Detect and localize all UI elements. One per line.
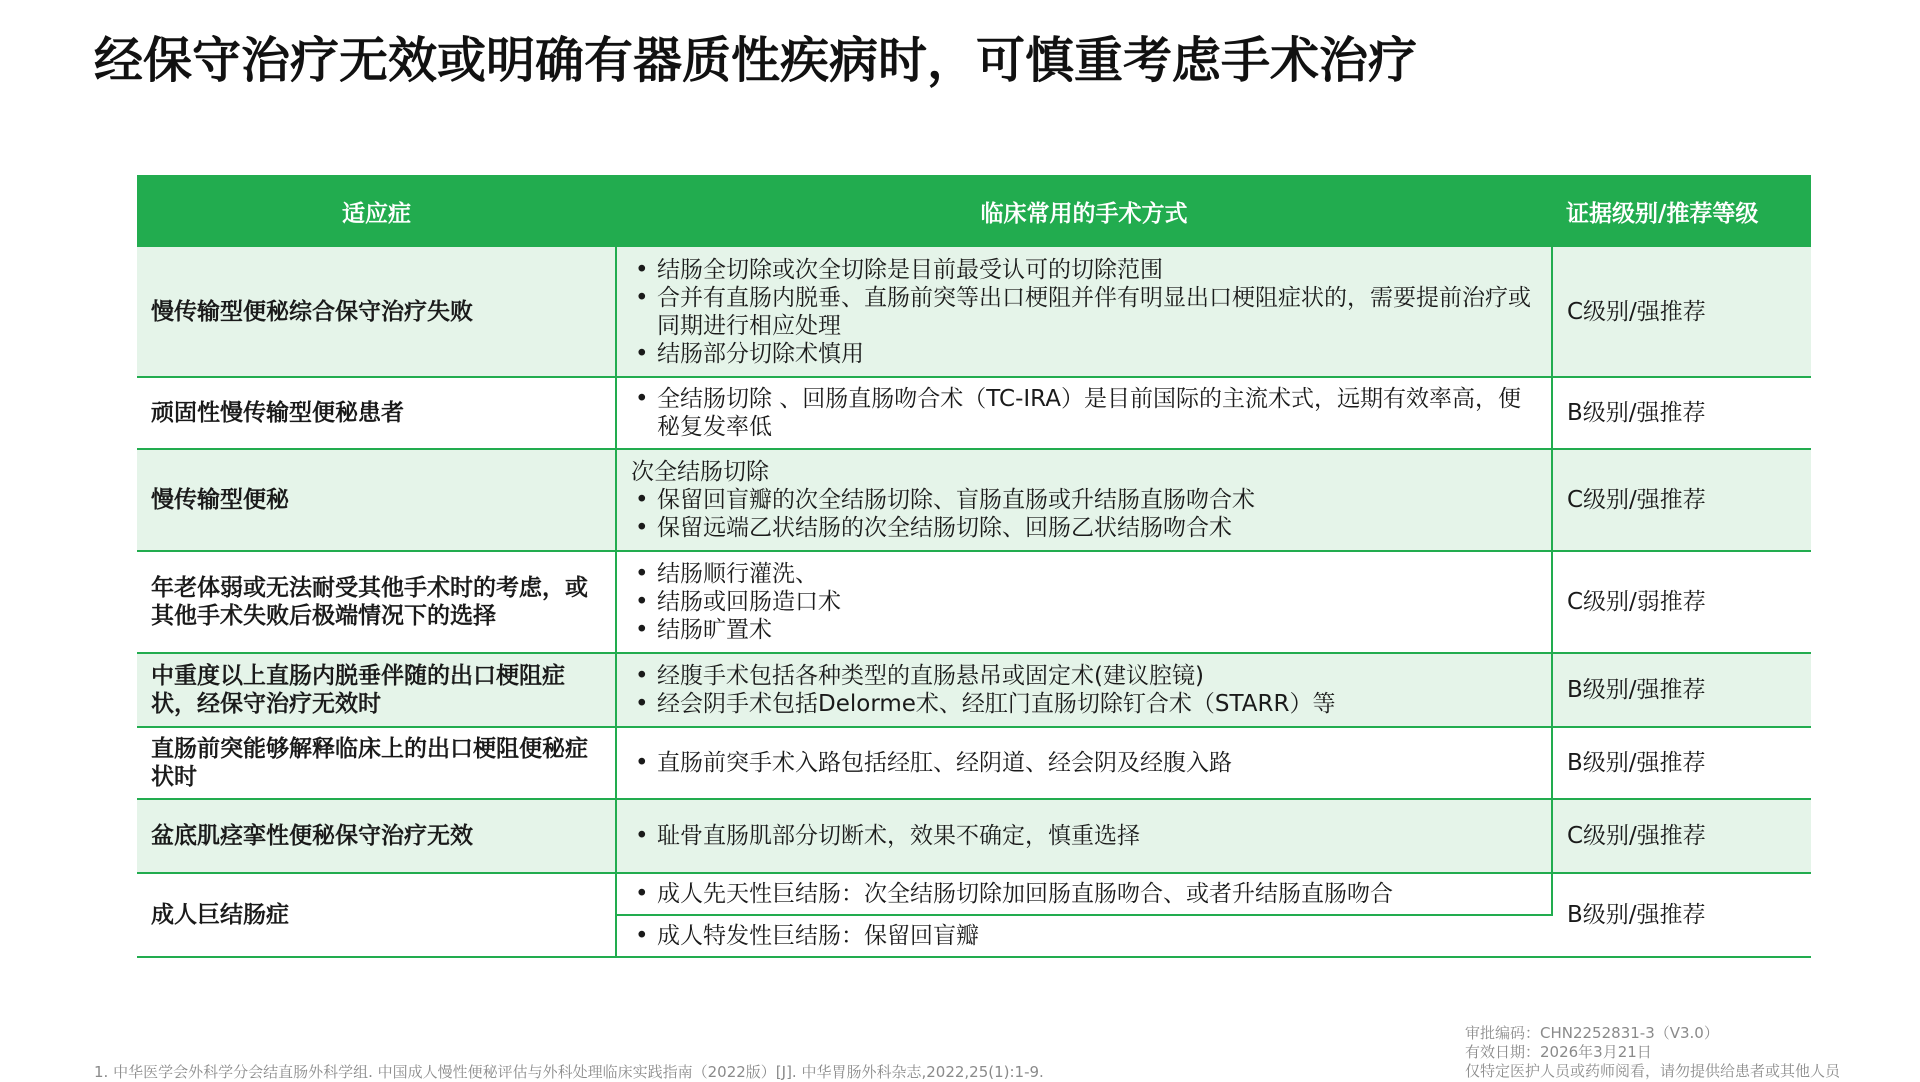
surgery-bullet: • 结肠顺行灌洗、 <box>631 560 1541 588</box>
grade-cell: B级别/强推荐 <box>1552 653 1811 727</box>
surgery-cell <box>616 873 1552 915</box>
table-row <box>137 551 1811 653</box>
indication-cell: 顽固性慢传输型便秘患者 <box>137 377 616 449</box>
surgery-cell <box>616 799 1552 873</box>
surgery-lead-text: 次全结肠切除 <box>631 459 769 485</box>
surgery-cell <box>616 377 1552 449</box>
surgery-cell <box>616 551 1552 653</box>
header-surgery: 临床常用的手术方式 <box>616 175 1552 247</box>
surgery-cell <box>616 247 1552 377</box>
surgery-bullet: • 保留回盲瓣的次全结肠切除、盲肠直肠或升结肠直肠吻合术 <box>631 486 1541 514</box>
surgery-cell <box>616 727 1552 799</box>
approval-info <box>1465 1024 1840 1081</box>
surgery-cell <box>616 653 1552 727</box>
table-row <box>137 799 1811 873</box>
header-indication: 适应症 <box>137 175 616 247</box>
surgery-table <box>137 175 1811 958</box>
grade-cell: B级别/强推荐 <box>1552 727 1811 799</box>
surgery-bullet: • 成人先天性巨结肠：次全结肠切除加回肠直肠吻合、或者升结肠直肠吻合 <box>631 880 1541 908</box>
grade-cell: C级别/强推荐 <box>1552 799 1811 873</box>
surgery-bullet: • 合并有直肠内脱垂、直肠前突等出口梗阻并伴有明显出口梗阻症状的，需要提前治疗或同期进行相应处理 <box>631 284 1541 340</box>
indication-cell: 直肠前突能够解释临床上的出口梗阻便秘症状时 <box>137 727 616 799</box>
table-row <box>137 247 1811 377</box>
surgery-bullet: • 全结肠切除 、回肠直肠吻合术（TC-IRA）是目前国际的主流术式，远期有效率高，便秘复发率低 <box>631 385 1541 441</box>
surgery-cell <box>616 915 1552 957</box>
header-grade: 证据级别/推荐等级 <box>1552 175 1811 247</box>
indication-cell: 中重度以上直肠内脱垂伴随的出口梗阻症状，经保守治疗无效时 <box>137 653 616 727</box>
table-row <box>137 449 1811 551</box>
indication-cell: 盆底肌痉挛性便秘保守治疗无效 <box>137 799 616 873</box>
surgery-bullet: • 结肠全切除或次全切除是目前最受认可的切除范围 <box>631 256 1541 284</box>
grade-cell: B级别/强推荐 <box>1552 873 1811 957</box>
reference-footnote: 1. 中华医学会外科学分会结直肠外科学组. 中国成人慢性便秘评估与外科处理临床实践指南（2022版）[J]. 中华胃肠外科杂志,2022,25(1):1-9. <box>94 1063 1044 1081</box>
approval-valid-date: 有效日期：2026年3月21日 <box>1465 1043 1652 1061</box>
approval-notice: 仅特定医护人员或药师阅看，请勿提供给患者或其他人员 <box>1465 1062 1841 1080</box>
grade-cell: C级别/弱推荐 <box>1552 551 1811 653</box>
grade-cell: C级别/强推荐 <box>1552 247 1811 377</box>
surgery-bullet: • 耻骨直肠肌部分切断术，效果不确定，慎重选择 <box>631 822 1541 850</box>
indication-cell: 慢传输型便秘 <box>137 449 616 551</box>
surgery-bullet: • 保留远端乙状结肠的次全结肠切除、回肠乙状结肠吻合术 <box>631 514 1541 542</box>
grade-cell: B级别/强推荐 <box>1552 377 1811 449</box>
page-title: 经保守治疗无效或明确有器质性疾病时，可慎重考虑手术治疗 <box>94 32 1418 89</box>
surgery-bullet: • 经会阴手术包括Delorme术、经肛门直肠切除钉合术（STARR）等 <box>631 690 1541 718</box>
indication-cell: 成人巨结肠症 <box>137 873 616 957</box>
approval-code: 审批编码：CHN2252831-3（V3.0） <box>1465 1024 1719 1042</box>
surgery-bullet: • 直肠前突手术入路包括经肛、经阴道、经会阴及经腹入路 <box>631 749 1541 777</box>
grade-cell: C级别/强推荐 <box>1552 449 1811 551</box>
indication-cell: 年老体弱或无法耐受其他手术时的考虑，或其他手术失败后极端情况下的选择 <box>137 551 616 653</box>
surgery-bullet: • 结肠或回肠造口术 <box>631 588 1541 616</box>
table-header-row <box>137 175 1811 247</box>
surgery-bullet: • 成人特发性巨结肠：保留回盲瓣 <box>631 922 1542 950</box>
surgery-bullet: • 结肠部分切除术慎用 <box>631 340 1541 368</box>
indication-cell: 慢传输型便秘综合保守治疗失败 <box>137 247 616 377</box>
surgery-cell <box>616 449 1552 551</box>
table-row <box>137 727 1811 799</box>
table-row <box>137 377 1811 449</box>
surgery-bullet: • 结肠旷置术 <box>631 616 1541 644</box>
table-row <box>137 653 1811 727</box>
table-row <box>137 873 1811 915</box>
surgery-bullet: • 经腹手术包括各种类型的直肠悬吊或固定术(建议腔镜) <box>631 662 1541 690</box>
